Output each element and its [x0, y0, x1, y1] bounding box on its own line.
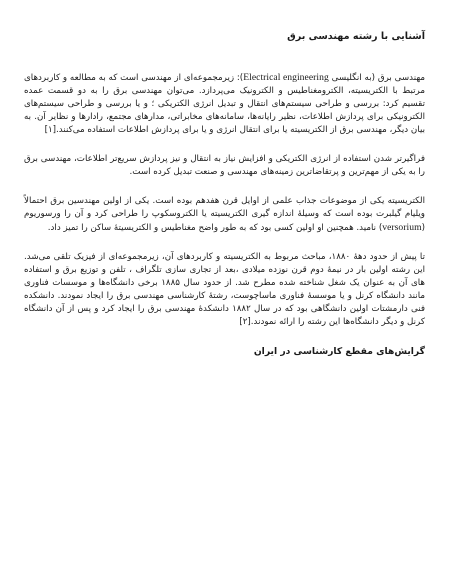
paragraph-text: فراگیرتر شدن استفاده از انرژی الکتریکی و افزایش نیاز به انتقال و نیز پردازش سریع‌تر اطلاعات، مهندسی برق را به یکی از مهم‌ترین و پرتقاضاترین زمینه‌های مهندسی و صنعت تبدیل کرده است. [24, 154, 425, 177]
paragraph-text: الکتریسیته یکی از موضوعات جذاب علمی از اوایل قرن هفدهم بوده است. یکی از اولین مهندسین برق احتمالاً ویلیام گیلبرت بوده است که وسیلهٔ اندازه گیری الکتریسیته یا الکتروسکوپ را طراحی کرد و آن را ورسوریوم ( [24, 196, 425, 233]
page-title: آشنایی با رشته مهندسی برق [287, 31, 425, 42]
paragraph-text: ) نامید. همچنین او اولین کسی بود که به طور واضح مغناطیس و الکتریسیتهٔ ساکن را تمیز داد. [47, 223, 383, 233]
english-term: Electrical engineering [243, 72, 329, 83]
paragraph-history-gilbert [24, 195, 425, 235]
paragraph-importance [24, 153, 425, 179]
paragraph-definition [24, 71, 425, 137]
section-heading: گرایش‌های مقطع کارشناسی در ایران [253, 346, 425, 357]
paragraph-text: مهندسی برق (به انگلیسی [328, 73, 425, 83]
paragraph-text: ): زیرمجموعه‌ای از مهندسی است که به مطالعه و کاربردهای مرتبط با الکتریسیته، الکترومغناطیس و الکترونیک می‌پردازد. می‌توان مهندسی برق را به دو قسمت عمده تقسیم کرد: بررسی و طراحی سیستم‌های انتقال و تبدیل انرژی الکتریکی ؛ و یا بررسی و طراحی سیستم‌های الکترونیکی برای پردازش اطلاعات، نظیر رایانه‌ها، سامانه‌های مخابراتی، مدارهای مجتمع، رادارها و نظایر آن. به بیان دیگر، مهندسی برق از الکتریسیته یا برای انتقال انرژی و یا برای پردازش اطلاعات استفاده می‌کنند.[۱] [24, 73, 425, 135]
paragraph-history-universities [24, 251, 425, 329]
paragraph-text: تا پیش از حدود دههٔ ۱۸۸۰، مباحث مربوط به الکتریسیته و کاربردهای آن، زیرمجموعه‌ای از فیزیک تلقی می‌شد. این رشته اولین بار در نیمهٔ دوم قرن نوزده میلادی ،بعد از تجاری سازی تلگراف ، تلفن و توزیع برق و استفاده های آن به عنوان یک شغل شناخته شده مطرح شد. از حدود سال ۱۸۸۵ برخی دانشگاه‌ها و موسسات فناوری مانند دانشگاه کرنل و یا موسسهٔ فناوری ماساچوست، رشتهٔ کارشناسی مهندسی برق را ایجاد نمودند. دانشکده فنی دارمشتات اولین دانشگاهی بود که در سال ۱۸۸۲ دانشکدهٔ مهندسی برق را ایجاد کرد و پس از آن دانشگاه کرنل و دیگر دانشگاه‌ها این رشته را ارائه نمودند.[۲] [24, 252, 426, 327]
english-term: versorium [382, 222, 422, 233]
